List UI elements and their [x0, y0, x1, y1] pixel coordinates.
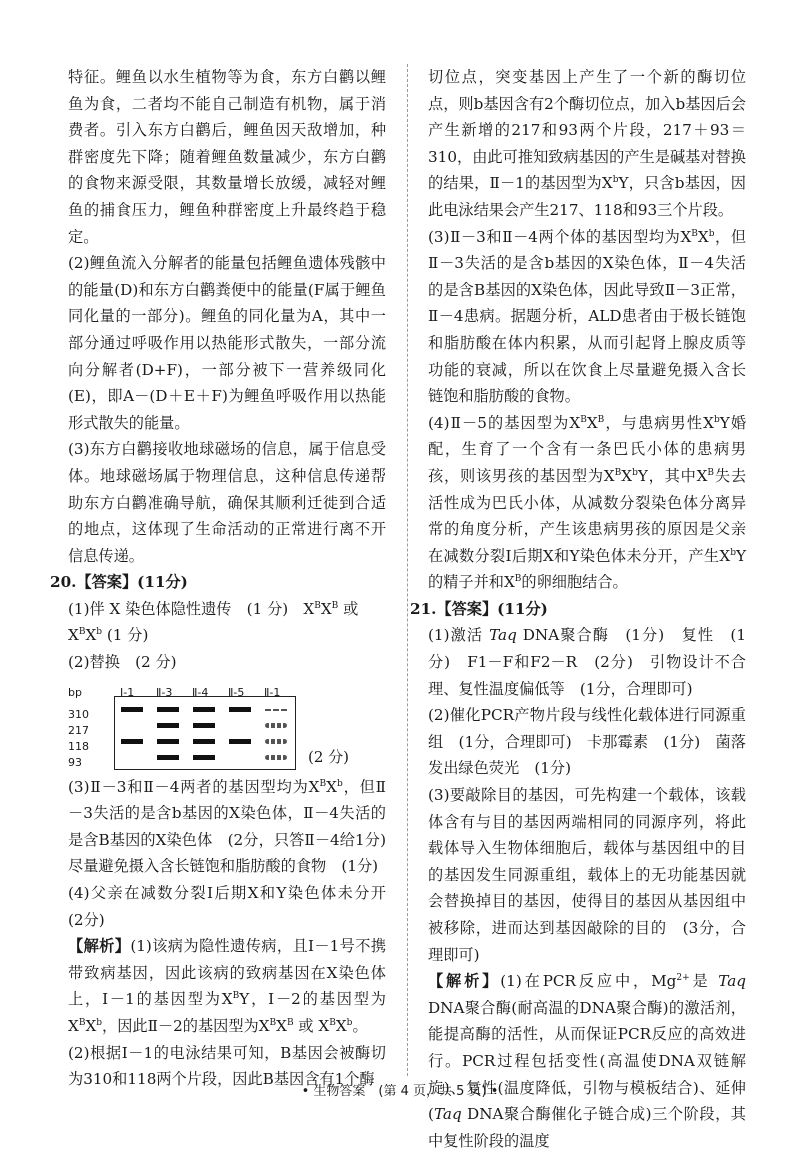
answer-20-1-cont: $X^BX^b$ (1 分): [68, 626, 149, 645]
left-column: [50, 64, 402, 1093]
answer-20-1: (1)伴 X 染色体隐性遗传 (1 分) $X^BX^B$ 或: [68, 599, 359, 618]
gel-size-label: 310: [68, 707, 89, 721]
right-column: [410, 64, 747, 1154]
gel-band: [157, 707, 179, 712]
question-20-heading: 20.【答案】(11分): [50, 573, 188, 592]
paragraph: (3)Ⅱ－3和Ⅱ－4两个体的基因型均为$X^BX^b$，但Ⅱ－3失活的是含b基因的X染色体，Ⅱ－4失活的是含B基因的X染色体，因此导致Ⅱ－3正常，Ⅱ－4患病。据题分析，ALD患者由于极长链饱和脂肪酸在体内积累，从而引起肾上腺皮质等功能的衰减，所以在饮食上尽量避免摄入含长链饱和脂肪酸的食物。: [428, 227, 747, 406]
gel-size-label: 217: [68, 723, 89, 737]
analysis-21: 【解析】(1)在PCR反应中，$Mg^{2+}$是 Taq DNA聚合酶(耐高温的DNA聚合酶)的激活剂，能提高酶的活性，从而保证PCR反应的高效进行。PCR过程包括变性(高温使DNA双链解旋)、复性(温度降低，引物与模板结合)、延伸(Taq DNA聚合酶催化子链合成)三个阶段，其中复性阶段的温度: [428, 972, 747, 1150]
paragraph: (2)鲤鱼流入分解者的能量包括鲤鱼遗体残骸中的能量(D)和东方白鹳粪便中的能量(F属于鲤鱼同化量的一部分)。鲤鱼的同化量为A，其中一部分通过呼吸作用以热能形式散失，一部分流向分解者(D+F)，一部分被下一营养级同化(E)，即A－(D＋E＋F)为鲤鱼呼吸作用以热能形式散失的能量。: [68, 254, 386, 432]
electrophoresis-gel-figure: [68, 680, 386, 772]
gel-band: [193, 739, 215, 744]
paragraph: (4)Ⅱ－5的基因型为$X^BX^B$，与患病男性$X^bY$婚配，生育了一个含有一条巴氏小体的患病男孩，则该男孩的基因型为$X^BX^bY$，其中$X^B$失去活性成为巴氏小体，从减数分裂染色体分离异常的角度分析，产生该患病男孩的原因是父亲在减数分裂Ⅰ后期X和Y染色体未分开，产生$X^bY$的精子并和$X^B$的卵细胞结合。: [428, 413, 747, 592]
gel-band-dotted: [265, 755, 287, 760]
question-21-heading: 21.【答案】(11分): [410, 599, 548, 618]
gel-box: [114, 696, 296, 770]
analysis-label: 【解析】: [428, 972, 501, 991]
gel-size-label: 93: [68, 755, 82, 769]
answer-21-2: (2)催化PCR产物片段与线性化载体进行同源重组 (1分，合理即可) 卡那霉素 (1分) 菌落发出绿色荧光 (1分): [428, 706, 746, 778]
gel-bp-label: bp: [68, 685, 82, 699]
gel-band: [193, 755, 215, 760]
paragraph: (3)东方白鹳接收地球磁场的信息，属于信息受体。地球磁场属于物理信息，这种信息传递帮助东方白鹳准确导航，确保其顺利迁徙到合适的地点，这体现了生命活动的正常进行离不开信息传递。: [68, 440, 386, 565]
answer-21-1: (1)激活 Taq DNA聚合酶 (1分) 复性 (1分) F1－F和F2－R (2分) 引物设计不合理、复性温度偏低等 (1分，合理即可): [428, 626, 746, 698]
gel-lane-label: Ⅰ-1: [120, 685, 135, 699]
answer-20-3: (3)Ⅱ－3和Ⅱ－4两者的基因型均为$X^BX^b$，但Ⅱ－3失活的是含b基因的X染色体，Ⅱ－4失活的是含B基因的X染色体 (2分，只答Ⅱ－4给1分) 尽量避免摄入含长链饱和脂肪酸的食物 (1分): [68, 777, 402, 876]
gel-band: [229, 707, 251, 712]
gel-lane-label: Ⅱ-3: [156, 685, 173, 699]
gel-lane-label: Ⅱ-4: [192, 685, 209, 699]
gel-band-dotted: [265, 739, 287, 744]
gel-lane-label: Ⅱ-5: [228, 685, 245, 699]
paragraph: 切位点，突变基因上产生了一个新的酶切位点，则b基因含有2个酶切位点，加入b基因后会产生新增的217和93两个片段，217＋93＝310，由此可推知致病基因的产生是碱基对替换的结果，Ⅱ－1的基因型为$X^bY$，只含b基因，因此电泳结果会产生217、118和93三个片段。: [428, 68, 746, 219]
gel-band-dotted: [265, 723, 287, 728]
column-divider: [407, 64, 408, 1076]
gel-band: [157, 723, 179, 728]
gel-band: [157, 755, 179, 760]
analysis-20-1: 【解析】(1)该病为隐性遗传病，且Ⅰ－1号不携带致病基因，因此该病的致病基因在X染色体上，Ⅰ－1的基因型为$X^BY$，Ⅰ－2的基因型为$X^BX^b$，因此Ⅱ－2的基因型为$X^BX^B$ 或 $X^BX^b$。: [68, 937, 387, 1035]
paragraph: 特征。鲤鱼以水生植物等为食，东方白鹳以鲤鱼为食，二者均不能自己制造有机物，属于消费者。引入东方白鹳后，鲤鱼因天敌增加，种群密度先下降；随着鲤鱼数量减少，东方白鹳的食物来源受限，其数量增长放缓，减轻对鲤鱼的捕食压力，鲤鱼种群密度上升最终趋于稳定。: [68, 68, 386, 246]
analysis-label: 【解析】: [68, 937, 131, 956]
gel-band: [229, 739, 251, 744]
gel-size-label: 118: [68, 739, 89, 753]
gel-band: [121, 707, 143, 712]
gel-band-dashed: [265, 709, 287, 711]
answer-21-3: (3)要敲除目的基因，可先构建一个载体，该载体含有与目的基因两端相同的同源序列，将此载体导入生物体细胞后，载体与基因组中的目的基因发生同源重组，载体上的无功能基因就会替换掉目的基因，使得目的基因从基因组中被移除，进而达到基因敲除的目的 (3分，合理即可): [428, 786, 746, 964]
answer-20-4: (4)父亲在减数分裂Ⅰ后期X和Y染色体未分开 (2分): [68, 884, 402, 929]
page-footer: • 生物答案 (第 4 页，共 5 页) •: [301, 1084, 499, 1099]
answer-20-2: (2)替换 (2 分): [68, 653, 177, 672]
gel-lane-label: Ⅱ-1: [264, 685, 281, 699]
gel-band: [193, 707, 215, 712]
gel-band: [121, 739, 143, 744]
analysis-20-2: (2)根据Ⅰ－1的电泳结果可知，B基因会被酶切为310和118两个片段，因此B基因含有1个酶: [68, 1043, 386, 1089]
gel-score: (2 分): [308, 747, 350, 766]
gel-band: [193, 723, 215, 728]
gel-band: [157, 739, 179, 744]
